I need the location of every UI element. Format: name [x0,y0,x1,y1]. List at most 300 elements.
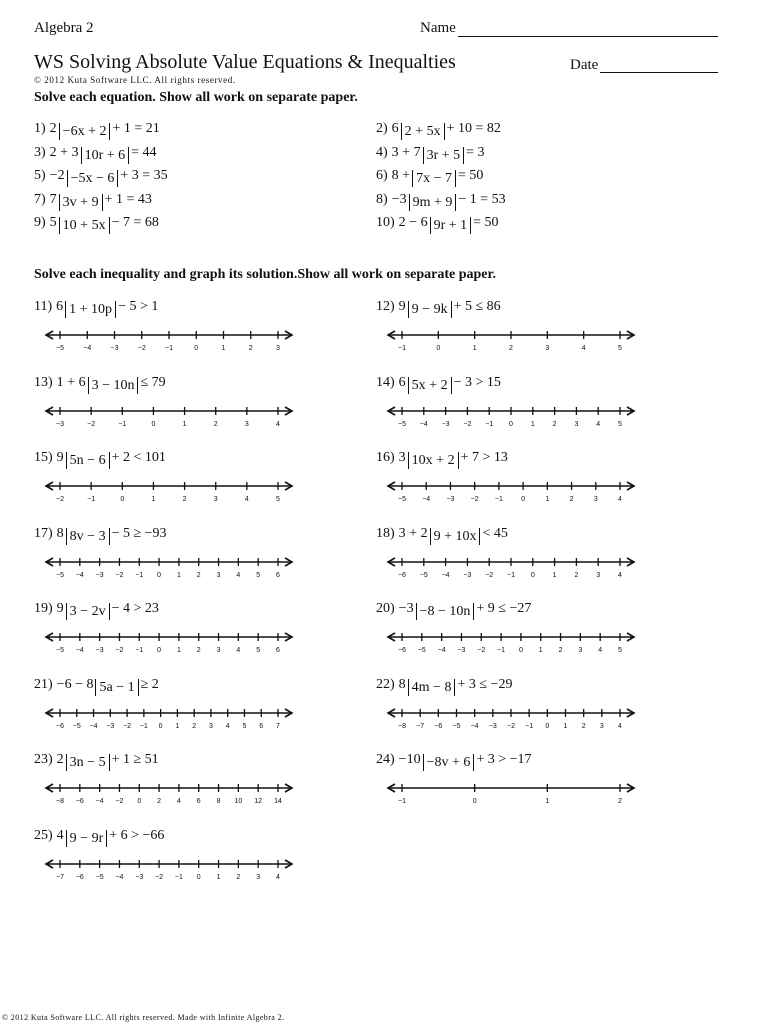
tick-label: −5 [419,571,428,579]
tick-label: 2 [213,420,218,428]
tick-label: 0 [518,647,523,654]
tick-label: −5 [56,647,64,654]
tick-label: −2 [507,722,515,730]
problem-coefficient: 7 [49,191,57,207]
number-line[interactable] [386,478,636,504]
page-footer: © 2012 Kuta Software LLC. All rights reserved. Made with Infinite Algebra 2. [2,1013,285,1022]
problem-number: 17) [34,525,53,541]
equation-problem [376,168,483,187]
tick-label: −1 [139,722,148,730]
problem-coefficient: 2 [49,121,57,136]
tick-label: 0 [530,571,535,579]
tick-label: −3 [95,647,104,654]
absolute-value-expression: 10x + 2 [408,452,459,469]
problem-number: 5) [34,168,46,183]
tick-label: −1 [165,345,173,352]
problem-coefficient: 9 [398,299,406,314]
number-line[interactable] [386,403,636,429]
tick-label: 0 [120,496,125,503]
problem-coefficient: 2 − 6 [398,215,428,230]
tick-label: 4 [236,571,241,579]
number-line[interactable] [386,780,636,806]
tick-label: 1 [182,420,187,428]
problem-remainder: < 45 [482,525,508,541]
inequality-problem [34,375,166,394]
problem-remainder: + 1 ≥ 51 [111,752,159,767]
problem-coefficient: 6 [391,121,399,136]
problem-number: 22) [376,676,395,692]
inequality-problem [34,677,159,696]
equation-problem [34,192,152,211]
absolute-value-expression: 3v + 9 [59,194,103,211]
tick-label: 4 [276,873,280,881]
absolute-value-expression: −8v + 6 [423,754,475,771]
problem-number: 4) [376,144,388,160]
problem-coefficient: 6 [56,299,64,314]
tick-label: 4 [596,420,601,428]
tick-label: −1 [87,496,96,503]
tick-label: 0 [509,420,513,428]
problem-number: 18) [376,525,395,541]
tick-label: 4 [244,496,249,503]
absolute-value-expression: 10r + 6 [81,147,130,164]
date-field-line [600,72,718,73]
tick-label: −3 [441,420,450,428]
tick-label: −3 [56,420,64,428]
number-line-graphic [386,629,636,655]
tick-label: 2 [196,647,201,654]
tick-label: 0 [151,420,156,428]
absolute-value-expression: 3r + 5 [423,147,465,164]
tick-label: −4 [419,420,428,428]
tick-label: −2 [115,571,124,579]
inequality-problem [34,450,166,469]
absolute-value-expression: 5x + 2 [408,377,452,394]
problem-coefficient: −2 [49,168,65,183]
problem-number: 9) [34,215,46,230]
problem-coefficient: 8 [56,525,64,541]
tick-label: 3 [244,420,249,428]
absolute-value-expression: 10 + 5x [59,217,110,234]
equation-problem [376,121,501,140]
problem-coefficient: −3 [391,191,407,207]
tick-label: −6 [56,722,64,730]
number-line-graphic [386,705,636,731]
problem-coefficient: 8 [398,676,406,692]
tick-label: 1 [216,873,221,881]
absolute-value-expression: −6x + 2 [59,123,111,140]
tick-label: 5 [242,722,247,730]
problem-number: 15) [34,450,53,465]
number-line[interactable] [44,403,294,429]
name-label: Name [420,20,456,36]
problem-coefficient: 1 + 6 [56,374,86,390]
tick-label: 3 [599,722,604,730]
problem-coefficient: 6 [398,374,406,390]
tick-label: 3 [276,345,280,352]
problem-coefficient: 3 + 7 [391,144,421,160]
inequality-problem [376,299,501,318]
tick-label: −1 [398,345,406,352]
tick-label: 0 [137,798,142,805]
tick-label: 1 [151,496,156,503]
problem-remainder: = 44 [131,144,157,160]
number-line-graphic [44,705,294,731]
equation-problem [376,192,506,211]
problem-number: 11) [34,299,53,314]
tick-label: −4 [422,496,431,503]
tick-label: −2 [87,420,96,428]
tick-label: −5 [417,647,426,654]
tick-label: −2 [463,420,472,428]
inequality-problem [376,752,532,771]
tick-label: −4 [437,647,446,654]
absolute-value-expression: 3n − 5 [66,754,110,771]
problem-number: 12) [376,299,395,314]
tick-label: 0 [196,873,201,881]
tick-label: −3 [446,496,455,503]
number-line[interactable] [386,629,636,655]
problem-coefficient: 3 + 2 [398,525,428,541]
tick-label: −6 [434,722,443,730]
tick-label: 4 [618,722,622,730]
tick-label: 0 [194,345,199,352]
tick-label: −5 [95,873,104,881]
number-line[interactable] [44,629,294,655]
problem-remainder: ≥ 2 [140,676,159,692]
problem-number: 20) [376,601,395,616]
tick-label: 4 [598,647,603,654]
problem-remainder: + 7 > 13 [460,450,508,465]
tick-label: 2 [182,496,187,503]
problem-coefficient: 8 + [391,168,411,183]
number-line[interactable] [44,327,294,353]
tick-label: 0 [521,496,526,503]
tick-label: 1 [552,571,557,579]
tick-label: 3 [596,571,601,579]
tick-label: −3 [488,722,497,730]
problem-number: 7) [34,191,46,207]
tick-label: 7 [276,722,280,730]
problem-number: 13) [34,374,53,390]
tick-label: −1 [507,571,515,579]
number-line-graphic [44,554,294,580]
tick-label: 2 [552,420,557,428]
inequality-problem [34,299,158,318]
absolute-value-expression: 9r + 1 [430,217,472,234]
tick-label: −6 [398,647,406,654]
tick-label: −1 [174,873,183,881]
tick-label: −3 [463,571,472,579]
tick-label: −1 [135,647,144,654]
tick-label: −7 [56,873,64,881]
absolute-value-expression: 9 − 9k [408,301,452,318]
problem-coefficient: 9 [56,450,64,465]
absolute-value-expression: 5n − 6 [66,452,110,469]
tick-label: 1 [175,722,180,730]
tick-label: 4 [276,420,280,428]
problem-remainder: − 4 > 23 [111,601,159,616]
tick-label: −2 [137,345,146,352]
tick-label: −3 [135,873,144,881]
tick-label: 2 [574,571,579,579]
absolute-value-expression: 1 + 10p [65,301,116,318]
problem-number: 21) [34,676,53,692]
equation-problem [376,145,485,164]
equation-problem [34,168,168,187]
number-line[interactable] [44,554,294,580]
tick-label: 3 [545,345,550,352]
tick-label: −3 [110,345,119,352]
tick-label: −2 [123,722,132,730]
problem-coefficient: 3 [398,450,406,465]
problem-number: 25) [34,827,53,843]
tick-label: −2 [485,571,494,579]
number-line[interactable] [44,705,294,731]
tick-label: 2 [196,571,201,579]
absolute-value-expression: 2 + 5x [401,123,445,140]
tick-label: −5 [398,496,406,503]
problem-remainder: + 3 ≤ −29 [457,676,513,692]
number-line-graphic [386,780,636,806]
tick-label: 2 [509,345,513,352]
inequality-problem [376,450,508,469]
problem-coefficient: −3 [398,601,414,616]
tick-label: 1 [221,345,226,352]
tick-label: 3 [216,647,221,654]
inequality-problem [376,601,531,620]
inequality-problem [34,601,159,620]
tick-label: −4 [441,571,450,579]
inequality-problem [34,526,167,545]
problem-number: 24) [376,752,395,767]
inequalities-instructions: Solve each inequality and graph its solution.Show all work on separate paper. [34,267,496,282]
problem-remainder: − 3 > 15 [453,374,501,390]
tick-label: 6 [276,647,280,654]
tick-label: 2 [581,722,586,730]
problem-remainder: = 3 [466,144,485,160]
absolute-value-expression: 3 − 10n [88,377,139,394]
tick-label: −5 [56,571,64,579]
tick-label: 1 [530,420,535,428]
problem-coefficient: −10 [398,752,421,767]
tick-label: 4 [176,798,181,805]
tick-label: 0 [157,571,162,579]
tick-label: 6 [259,722,264,730]
tick-label: 4 [225,722,230,730]
tick-label: 10 [234,798,243,805]
problem-remainder: − 5 > 1 [118,299,159,314]
tick-label: 1 [545,798,550,805]
absolute-value-expression: −8 − 10n [416,603,475,620]
tick-label: 1 [472,345,477,352]
tick-label: 5 [618,647,622,654]
copyright-notice: © 2012 Kuta Software LLC. All rights reserved. [34,75,236,85]
problem-remainder: + 3 > −17 [476,752,532,767]
absolute-value-expression: 9 − 9r [66,830,108,847]
problem-remainder: + 10 = 82 [446,121,501,136]
tick-label: −6 [75,798,84,805]
tick-label: 2 [569,496,574,503]
number-line-graphic [386,478,636,504]
tick-label: 1 [538,647,543,654]
problem-remainder: = 50 [457,168,484,183]
tick-label: −4 [83,345,92,352]
inequality-problem [376,375,501,394]
tick-label: −3 [457,647,466,654]
tick-label: 6 [276,571,280,579]
number-line-graphic [386,403,636,429]
tick-label: 4 [581,345,586,352]
number-line-graphic [44,629,294,655]
problem-number: 8) [376,191,388,207]
problem-remainder: + 6 > −66 [109,827,165,843]
number-line-graphic [44,780,294,806]
tick-label: 12 [254,798,263,805]
problem-coefficient: 5 [49,215,57,230]
tick-label: −2 [56,496,64,503]
absolute-value-expression: 3 − 2v [66,603,110,620]
problem-number: 2) [376,121,388,136]
tick-label: −7 [416,722,425,730]
tick-label: 0 [472,798,477,805]
tick-label: −4 [89,722,98,730]
tick-label: 5 [276,496,280,503]
number-line[interactable] [386,554,636,580]
tick-label: −4 [115,873,124,881]
tick-label: 3 [574,420,579,428]
tick-label: 3 [208,722,213,730]
tick-label: −2 [477,647,486,654]
problem-remainder: + 1 = 43 [104,191,152,207]
tick-label: 3 [216,571,221,579]
number-line-graphic [386,327,636,353]
problem-coefficient: 2 [56,752,64,767]
problem-remainder: + 1 = 21 [112,121,160,136]
number-line-graphic [44,403,294,429]
absolute-value-expression: −5x − 6 [67,170,119,187]
tick-label: −5 [452,722,461,730]
problem-number: 23) [34,752,53,767]
problem-remainder: + 5 ≤ 86 [453,299,501,314]
equation-problem [34,121,160,140]
tick-label: −2 [115,647,124,654]
problem-remainder: − 7 = 68 [111,215,159,230]
problem-remainder: + 9 ≤ −27 [476,601,532,616]
tick-label: 8 [216,798,221,805]
tick-label: −6 [75,873,84,881]
tick-label: −8 [56,798,64,805]
tick-label: 3 [578,647,583,654]
tick-label: 4 [618,571,622,579]
tick-label: 2 [192,722,197,730]
number-line[interactable] [44,478,294,504]
tick-label: −3 [95,571,104,579]
tick-label: 1 [176,647,181,654]
number-line-graphic [44,856,294,882]
name-field-line [458,36,718,37]
number-line[interactable] [44,780,294,806]
tick-label: −3 [106,722,115,730]
tick-label: 4 [618,496,622,503]
tick-label: 2 [558,647,563,654]
problem-number: 14) [376,374,395,390]
tick-label: −4 [95,798,104,805]
tick-label: 0 [436,345,441,352]
problem-number: 3) [34,144,46,160]
tick-label: 6 [196,798,201,805]
absolute-value-expression: 5a − 1 [95,679,138,696]
tick-label: 2 [157,798,162,805]
absolute-value-expression: 7x − 7 [412,170,456,187]
number-line[interactable] [386,327,636,353]
problem-number: 6) [376,168,388,183]
tick-label: 1 [176,571,181,579]
tick-label: −1 [485,420,494,428]
tick-label: −5 [72,722,81,730]
number-line[interactable] [44,856,294,882]
tick-label: 3 [213,496,218,503]
problem-remainder: + 2 < 101 [111,450,166,465]
inequality-problem [34,752,159,771]
date-label: Date [570,57,599,73]
tick-label: 4 [236,647,241,654]
tick-label: 3 [593,496,598,503]
problem-coefficient: 4 [56,827,64,843]
tick-label: 0 [158,722,163,730]
tick-label: 2 [236,873,241,881]
problem-coefficient: 9 [56,601,64,616]
tick-label: 2 [248,345,253,352]
tick-label: 1 [545,496,550,503]
tick-label: −2 [155,873,164,881]
tick-label: −5 [398,420,406,428]
number-line[interactable] [386,705,636,731]
number-line-graphic [44,478,294,504]
tick-label: 0 [157,647,162,654]
number-line-graphic [386,554,636,580]
tick-label: −1 [398,798,406,805]
problem-number: 10) [376,215,395,230]
tick-label: 5 [618,420,622,428]
tick-label: −4 [75,647,84,654]
problem-remainder: − 1 = 53 [458,191,506,207]
course-label: Algebra 2 [34,20,94,36]
equations-instructions: Solve each equation. Show all work on separate paper. [34,90,358,105]
inequality-problem [376,677,512,696]
problem-remainder: − 5 ≥ −93 [111,525,167,541]
tick-label: −1 [135,571,144,579]
tick-label: 14 [274,798,282,805]
number-line-graphic [44,327,294,353]
tick-label: −6 [398,571,406,579]
tick-label: 1 [563,722,568,730]
problem-number: 16) [376,450,395,465]
absolute-value-expression: 9m + 9 [409,194,457,211]
problem-remainder: + 3 = 35 [120,168,168,183]
problem-number: 1) [34,121,46,136]
tick-label: −1 [494,496,503,503]
problem-remainder: ≤ 79 [140,374,166,390]
problem-coefficient: 2 + 3 [49,144,79,160]
equation-problem [376,215,499,234]
tick-label: 5 [618,345,622,352]
tick-label: −1 [497,647,506,654]
tick-label: 0 [545,722,550,730]
equation-problem [34,215,159,234]
inequality-problem [376,526,508,545]
tick-label: −4 [470,722,479,730]
